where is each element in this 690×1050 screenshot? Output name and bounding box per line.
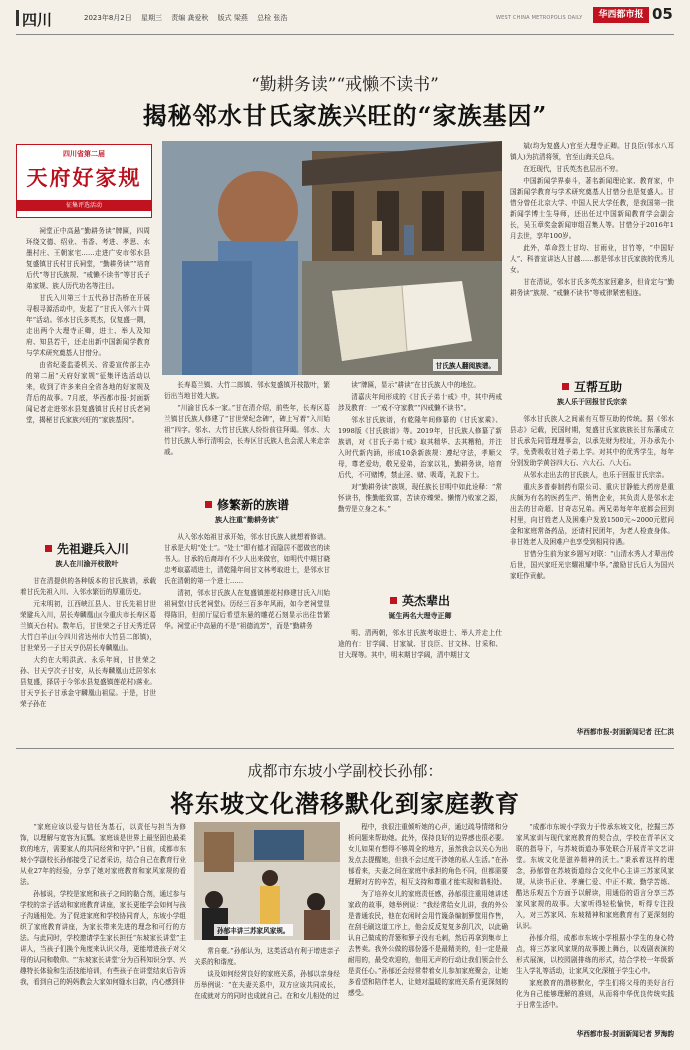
page-number: 05 [652, 5, 673, 23]
article1-col4 [510, 141, 674, 363]
paragraph: 孙郁说，学校是家庭和孩子之间的黏合剂，通过参与学校的亲子活动和家庭教育讲座，家长更能学会如何与孩子沟通相处。为了促进家庭和学校协同育人，东坡小学组织了家庭教育讲座，为家长带来先进的理念和可行的方法。与此同时，学校邀请学生家长担任“东坡家长讲堂”主讲人，当孩子们换个角度来认识父母，更能增进孩子对父母的认同和敬仰。“‘东坡家长讲堂’分为百科知识分享、兴趣特长体验和生活技能培训，有些孩子在讲堂结束后告诉我，看到自己的妈妈教会大家如何缝水目款，内心感到非 [20, 890, 186, 986]
photo-illustration [194, 822, 340, 940]
paragraph: 明、清两朝，邻水甘氏族考取进士、举人并走上仕途的有：甘学阔、甘家斌、甘良臣、甘文林、甘采和、甘大琛等。其中，明末期甘学阔，清中期甘文 [338, 629, 502, 659]
article2-photo [194, 822, 340, 940]
subhead-sub: 族人乐于回报甘氏宗亲 [557, 397, 627, 406]
article1-photo [162, 141, 502, 375]
paragraph: 为了培养女儿的家庭责任感，孙郁很注重用她讲述家政的故事，她举例说：“我经常给女儿讲，我的外公是普通农民，他在农闲时会用竹篾条编制箩筐用作售，在刮毛刷这道工序上，他会反反复复多刮几次，以此确认自己做成的背篓和箩子没有毛刺，然后再拿到集市上去售卖。我外公做的那份器不是最精美的，但一定是最耐用的，最受欢迎的，他用无声的行动让我们领会什么是责任心。”孙郁还会经常带着女儿参加家庭聚会，让她多看望和陪伴老人，让她对温暖的家庭关系有更深刻的感受。 [348, 890, 508, 997]
paragraph: 甘在清提供的各种版本的甘氏族谱，承载着甘氏先祖入川、入邻水繁衍的厚重历史。 [20, 577, 156, 596]
badge-sub: 征集评选活动 [17, 200, 151, 211]
paragraph: 斌(均为复盛人)官至大理寺正卿。甘良臣(邻水八耳镇人)为抗清将领，官至山海关总兵。 [510, 142, 674, 161]
subhead-main: 英杰辈出 [338, 592, 502, 609]
paper-logo: 华西都市报 [593, 7, 649, 23]
paragraph: 大约在大明洪武、永乐年间，甘世荣之孙、甘天亨次子甘安，从长寿麟凰山迁居邻水县复盛，择居于今邻水县复盛镇莲花村)落业。甘天亨长子甘承金守麟凰山祖屋。于是，甘世荣子孙在 [20, 656, 156, 708]
dek-paragraph: 祠堂正中高悬“勤耕务读”牌匾，四周环绕文德、绍业、书香、考进、孝思、水墨村庄、王朝家宅……走进广安市邻水县复盛镇甘氏村甘氏祠堂，“勤耕务读”“培育后代”等甘氏族规、“戒懒不读书”等甘氏子弟家规、族人历代功名等注目。 [26, 227, 150, 290]
paragraph: 读”牌匾，显示“耕读”在甘氏族人中的地位。 [351, 381, 480, 389]
section-name: 四川 [22, 11, 53, 29]
photo-caption: 孙郁丰讲三苏家风家规。 [214, 924, 293, 936]
paper-english-name: WEST CHINA METROPOLIS DAILY [496, 15, 583, 21]
paragraph: “家庭应该以爱与信任为基石，以责任与担当为修饰，以理解与宽容为瓦瓢。家庭该是世界上最坚固也最柔软的地方，需要家人的共同经营和守护。”日前，成都市东坡小学副校长孙郁接受了记者采访，结合自己在教育行业从业27年的经验，分享了她对家庭教育和家风家规的看法。 [20, 823, 186, 886]
article2-col3 [348, 822, 508, 1044]
article2-headline: 将东坡文化潜移默化到家庭教育 [170, 789, 520, 818]
editor-credit: 责编 龚爱秋 [171, 14, 209, 22]
layout-credit: 版式 梁燕 [217, 14, 248, 22]
article1-col3b [338, 628, 502, 742]
paragraph: 元末明初，江西峡江县人、甘氏先祖甘世荣避兵入川，居长寿麟凰山(今重庆市长寿区葛兰镇天台村)。数年后，甘世荣之子甘天秀迁居大竹白羊山(今四川省达州市大竹县二郎镇)，甘世荣另一子甘天亨仍居长寿麟凰山。 [20, 600, 156, 652]
article2-col2 [194, 946, 340, 1044]
issue-date: 2023年8月2日 [84, 14, 132, 22]
article2-col4 [516, 822, 674, 1022]
issue-weekday: 星期三 [140, 14, 162, 22]
article1-kicker: “勤耕务读”“戒懒不读书” [251, 75, 439, 95]
subhead-2 [164, 496, 330, 525]
subhead-main: 修繁新的族谱 [164, 496, 330, 513]
page-header [0, 0, 690, 38]
paragraph: 谈及如何经营良好的家庭关系，孙郁以亲身经历举例说：“在夫妻关系中，双方应该共同成长，在成就对方的同时也成就自己。在和女儿相处的过 [194, 970, 340, 1000]
subhead-sub: 族人注重“勤耕务读” [214, 515, 280, 524]
paragraph: 中国新闻学界泰斗，著名新闻理论家、教育家，中国新闻学教育与学术研究奠基人甘惜分也是复盛人。甘惜分曾任北京大学、中国人民大学任教，是我国第一批新闻学博士生导师，还出任过中国新闻教育学会副会长，吴玉章奖金新闻审组召集人等。甘惜分于2016年1月去世，享年100岁。 [510, 177, 674, 240]
article1-headline: 揭秘邻水甘氏家族兴旺的“家族基因” [142, 101, 548, 130]
paragraph: 清初，邻水甘氏族人在复盛镇莲花村修建甘氏入川始祖祠堂(甘氏老祠堂)。历经三百多年风雨，如今老祠堂显得陈旧，但前厅屋后希望东悬的雕花石刻显示出往昔繁华。祠堂正中高悬的不是“祖德流芳”，而是“勤耕务 [164, 589, 330, 630]
campaign-badge [16, 144, 152, 218]
subhead-3 [338, 592, 502, 621]
subhead-1 [20, 540, 154, 569]
paragraph: 从邻水走出去的甘氏族人，也乐于回报甘氏宗亲。 [523, 471, 669, 479]
header-meta [84, 13, 294, 23]
subhead-sub: 诞生两名大理寺正卿 [388, 611, 452, 620]
paragraph: 重庆多普泰制药有限公司、重庆甘静能大药房是重庆颇为有名的医药生产、销售企业，其负责人是邻水走出去的甘奇超、甘奇志兄弟。两兄弟每年年底都会回到村里，向甘姓老人及困难户发放1500元~2000元慰问金和家庭常备药品，还请村民团年，为老人检查身体。非甘姓老人及困难户也享受到相同待遇。 [510, 483, 674, 546]
paragraph: 邻水甘氏族人之间素有互帮互助的传统。据《邻水县志》记载，民国时期，复盛甘氏家族族长甘东藩成立甘氏承先同管理理事会，以承先财为校址，开办承先小学，免费吸收甘姓子弟上学。对其中的优秀学生，每年分别发助学黄谷四大石、六大石、八大石。 [510, 415, 674, 467]
paragraph: 甘在清说，邻水甘氏多英杰家回避多，但肯定与“勤耕务读”族规、“戒懒不读书”等戒律紧密相连。 [510, 278, 674, 297]
photo-caption: 甘氏族人翻阅族谱。 [433, 359, 498, 371]
paragraph: 清嘉庆年间形成的《甘氏子弟十戒》中，其中两戒涉及教育：一“戒不守家教”“四戒懒不读书”。 [338, 393, 502, 412]
paragraph: “成都市东坡小学致力于传承东坡文化，挖掘三苏家风家训与现代家庭教育的契合点，学校在青羊区文联的指导下，与苏坡街道办事处联合开展青羊文艺讲堂。东坡文化是滋养精神的沃土。”秉承着这样的理念，孙郁曾在苏坡街道综合文化中心主讲三苏家风家规，从读书正业、孝廉仁爱、中正不欺、勤学苦练、酷达乐观五个方面予以解读，用通俗的语言分享三苏家风家规的故事。大家听得轻松愉快，听得专注投入，对三苏家风、东坡精神和家庭教育有了更深刻的认识。 [516, 823, 674, 930]
article1-col3 [338, 380, 502, 584]
article1-byline: 华西都市报-封面新闻记者 汪仁洪 [576, 728, 674, 736]
article2-kicker: 成都市东坡小学副校长孙郁： [247, 762, 443, 780]
article1-col2 [164, 380, 330, 490]
paragraph: 从入邻水始祖甘承开始，邻水甘氏族人就想着修谱。甘承是大明“处士”。“处士”即有德才而隐居不愿做官的读书人。甘承的后裔却有不少人出来做官，如明代中期甘晓忠考取嘉靖进士，清乾隆年间甘文林考取进士，是邻水甘氏在清朝的第一个进士…… [164, 533, 330, 585]
paragraph: 程中，我很注重倾听她的心声，通过疏导情绪和分析问题来帮助她。此外，保持良好的边界感也很必要。女儿如果有想得不够周全的地方，虽然我会以关心为出发点去提醒她，但我不会过度干涉她的私人生活。”在孙郁看来，夫妻之间在家庭中承担的角色不同，但都需要理解对方的辛苦，相互支持和尊重才能实现和谐相处。 [348, 823, 508, 886]
paragraph: 对“勤耕务读”族规，现任族长甘明中如此诠释：“常怀读书，惟勤能致富，苦读亦臻荣。懒惰乃败家之源，勤劳是立身之本。” [338, 483, 502, 513]
badge-name: 天府好家规 [26, 165, 142, 190]
subhead-4 [510, 378, 674, 407]
photo-illustration [162, 141, 502, 375]
dek-paragraph: 甘氏入川第三十五代孙甘浩桥在开展寻根寻源活动中，发起了“甘氏入邻六十周年”活动。邻水甘氏多英杰，仅复盛一隅，走出两个大理寺正卿，进士、举人及知府、知县若干，还走出新中国新闻学教育与学术研究奠基人甘惜分。 [26, 294, 150, 357]
paragraph: “川渝甘氏本一家。”甘在清介绍，前些年，长寿区葛兰镇甘氏族人修建了“甘世荣纪念碑”，碑上写着“入川始祖”四字。邻水、大竹甘氏族人纷纷前往拜谒。邻水、大竹甘氏族人举行清明会，长寿区甘氏族人也会派人来走亲戚。 [164, 404, 330, 456]
section-marker [16, 10, 19, 26]
article-divider [16, 748, 674, 749]
paragraph: 甘惜分生前为家乡题写对联：“山清水秀人才辈出传后世，国兴家旺光宗耀祖耀中华。”激励甘氏后人为国兴家旺作贡献。 [510, 550, 674, 580]
proof-credit: 总检 张浩 [257, 14, 288, 22]
paragraph: 在近现代，甘氏英杰也层出不穷。 [523, 165, 623, 173]
article1-col4b [510, 414, 674, 720]
dek-paragraph: 由省纪委监委机关、省委宣传部主办的第二届“天府好家规”征集评选活动以来，收到了许多来自全省各地的好家规及背后的故事。7月底，华西都市报·封面新闻记者走进邻水县复盛镇甘氏村甘氏老祠堂，揭秘甘氏家族兴旺的“家族基因”。 [26, 361, 150, 424]
header-rule [16, 34, 674, 35]
badge-line1: 四川省第二届 [63, 149, 105, 158]
paragraph: 家庭教育的潜移默化，学生们将父母的美好言行化为自己能够理解的准则，从而将中华优良传统实践于日常生活中。 [516, 979, 674, 1009]
article1-col1 [20, 576, 156, 742]
paragraph: 孙郁介绍，成都市东坡小学根据小学生的身心特点，将三苏家风家规的故事搬上舞台，以戏剧表演的形式展演，以校园剧排练的形式，结合学校一年级新生入学礼等活动，让家风文化深植于学生心中。 [516, 934, 674, 975]
subhead-main: 互帮互助 [510, 378, 674, 395]
paragraph: 长寿葛兰镇、大竹二郎镇、邻水复盛镇开枝散叶，繁衍出当地甘姓大族。 [164, 381, 330, 400]
subhead-sub: 族人在川渝开枝散叶 [55, 559, 119, 568]
paragraph: 邻水甘氏族谱，有乾隆年间修纂的《甘氏家乘》、1998版《甘氏族谱》等。2019年，甘氏族人修纂了新族谱，对《甘氏子弟十戒》取其精华、去其糟粕，并注入时代新内涵，形成10条新族规：遵纪守法，孝顺父母，尊老爱幼，敬兄爱弟，治家以礼，勤耕务读，培育后代，不可赌博，禁止淫、赌、吸毒，礼貌下士。 [338, 416, 502, 479]
article2-col1 [20, 822, 186, 1044]
paragraph: 此外，革命烈士甘均、甘雨业，甘竹等，“中国好人”、科普宣讲达人甘越……都是邻水甘氏家族的优秀儿女。 [510, 244, 674, 274]
article1-col2b [164, 532, 330, 742]
paragraph: 常自豪。”孙郁认为，这类活动有利于增进亲子关系的和谐度。 [194, 947, 340, 966]
article2-byline: 华西都市报-封面新闻记者 罗海韵 [576, 1030, 674, 1038]
subhead-main: 先祖避兵入川 [20, 540, 154, 557]
article1-dek [26, 226, 150, 538]
